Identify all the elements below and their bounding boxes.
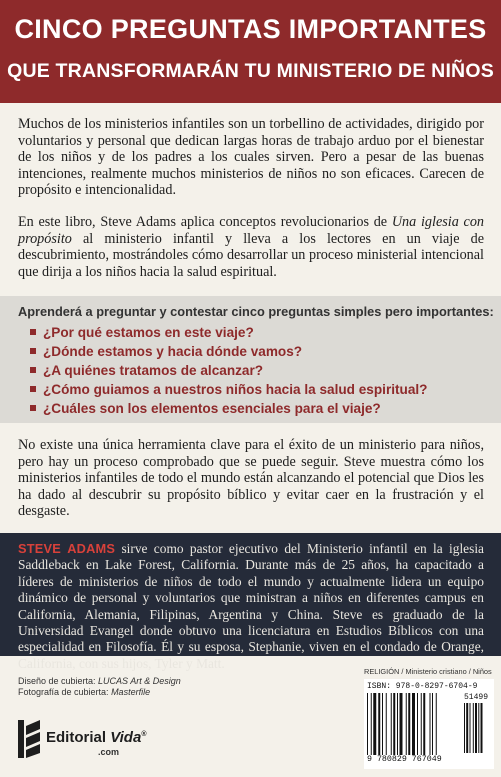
design-credit: Diseño de cubierta: LUCAS Art & Design [18, 676, 181, 686]
barcode-bar [436, 693, 437, 755]
barcode-bar [397, 693, 398, 755]
author-bio-box [0, 533, 501, 671]
question-item: ¿Dónde estamos y hacia dónde vamos? [30, 342, 427, 361]
barcode-bar [373, 693, 376, 755]
barcode-bar [432, 693, 433, 755]
book-description-paragraph [18, 214, 484, 280]
barcode-bar [408, 693, 410, 755]
square-bullet-icon [30, 405, 36, 411]
question-item: ¿Cómo guiamos a nuestros niños hacia la salud espiritual? [30, 380, 427, 399]
addon-barcode-bar [481, 703, 483, 753]
publisher-name: Editorial Vida® [46, 729, 147, 746]
publisher-logo [18, 720, 168, 760]
barcode-bar [430, 693, 431, 755]
square-bullet-icon [30, 386, 36, 392]
barcode-bar [417, 693, 418, 755]
addon-barcode-bar [473, 703, 474, 753]
barcode-bar [406, 693, 407, 755]
addon-barcode-bar [478, 703, 479, 753]
author-bio [18, 541, 484, 672]
barcode-digits: 9 780829 767049 [367, 755, 442, 764]
publisher-mark-icon [18, 720, 40, 758]
barcode-bar [367, 693, 368, 755]
barcode-bar [393, 693, 395, 755]
barcode-bar [421, 693, 422, 755]
publisher-domain: .com [98, 747, 120, 757]
question-item: ¿Cuáles son los elementos esenciales para el viaje? [30, 399, 427, 418]
isbn-text: ISBN: 978-0-8297-6704-9 [367, 682, 478, 691]
referenced-book-title: Una iglesia con propósito [18, 214, 485, 247]
addon-barcode-bar [464, 703, 465, 753]
barcode-bar [391, 693, 392, 755]
cover-headline: CINCO PREGUNTAS IMPORTANTES [14, 14, 487, 44]
barcode-bar [400, 693, 403, 755]
barcode-bar [423, 693, 425, 755]
barcode-box [364, 679, 494, 769]
addon-barcode-bar [466, 703, 468, 753]
description-text-end: al ministerio infantil y lleva a los lectores en un viaje de descubrimiento, mostrándoles cómo desarrollar un proceso ministerial intencional que dirija a los niños hacia la salud espiritual. [18, 230, 484, 280]
author-name: STEVE ADAMS [18, 541, 116, 556]
barcode-bar [412, 693, 415, 755]
question-item: ¿A quiénes tratamos de alcanzar? [30, 361, 427, 380]
header-banner [0, 0, 501, 103]
barcode-bar [378, 693, 380, 755]
barcode-bar [371, 693, 372, 755]
question-item: ¿Por qué estamos en este viaje? [30, 323, 427, 342]
category-label: RELIGIÓN / Ministerio cristiano / Niños [364, 667, 492, 676]
square-bullet-icon [30, 367, 36, 373]
cover-subheadline: QUE TRANSFORMARÁN TU MINISTERIO DE NIÑOS [7, 60, 494, 82]
square-bullet-icon [30, 329, 36, 335]
intro-paragraph: Muchos de los ministerios infantiles son un torbellino de actividades, dirigido por voluntarios y personal que dedican largas horas de trabajo arduo por el bienestar de los niños y de los padres a los cuales sirven. Pero a pesar de las buenas intenciones, realmente muchos ministerios de niños no son eficaces. Carecen de propósito e intencionalidad. [18, 116, 484, 199]
author-bio-text: sirve como pastor ejecutivo del Ministerio infantil en la iglesia Saddleback en Lake Forest, California. Durante más de 25 años, ha capacitado a líderes de ministerios de niños de todo el mundo y actualmente lidera un equipo dinámico de personal y voluntarios que ministran a niños en diferentes campus en California, Alemania, Filipinas, Argentina y China. Steve es graduado de la Universidad Evangel donde obtuvo una licenciatura en Estudios Bíblicos con una especialidad en Filosofía. Él y su esposa, Stephanie, viven en el condado de Orange, California, con sus hijos, Tyler y Matt. [18, 541, 484, 671]
photo-credit: Fotografía de cubierta: Masterfile [18, 687, 151, 697]
addon-barcode [464, 703, 490, 753]
questions-box [0, 296, 501, 423]
questions-intro: Aprenderá a preguntar y contestar cinco preguntas simples pero importantes: [18, 304, 494, 319]
price-code: 51499 [464, 693, 489, 702]
ean-barcode [367, 693, 461, 755]
barcode-bar [386, 693, 387, 755]
cover-credits [18, 676, 181, 698]
questions-list [30, 323, 427, 418]
description-text-start: En este libro, Steve Adams aplica conceptos revolucionarios de [18, 214, 392, 230]
addon-barcode-bar [470, 703, 471, 753]
barcode-bar [382, 693, 383, 755]
closing-paragraph: No existe una única herramienta clave para el éxito de un ministerio para niños, pero hay un proceso comprobado que se puede seguir. Steve muestra cómo los ministerios infantiles de todo el mundo están alcanzando el potencial que Dios les ha dado al descubrir su propósito bíblico y evitar caer en la frustración y el desgaste. [18, 437, 484, 520]
addon-barcode-bar [475, 703, 477, 753]
square-bullet-icon [30, 348, 36, 354]
